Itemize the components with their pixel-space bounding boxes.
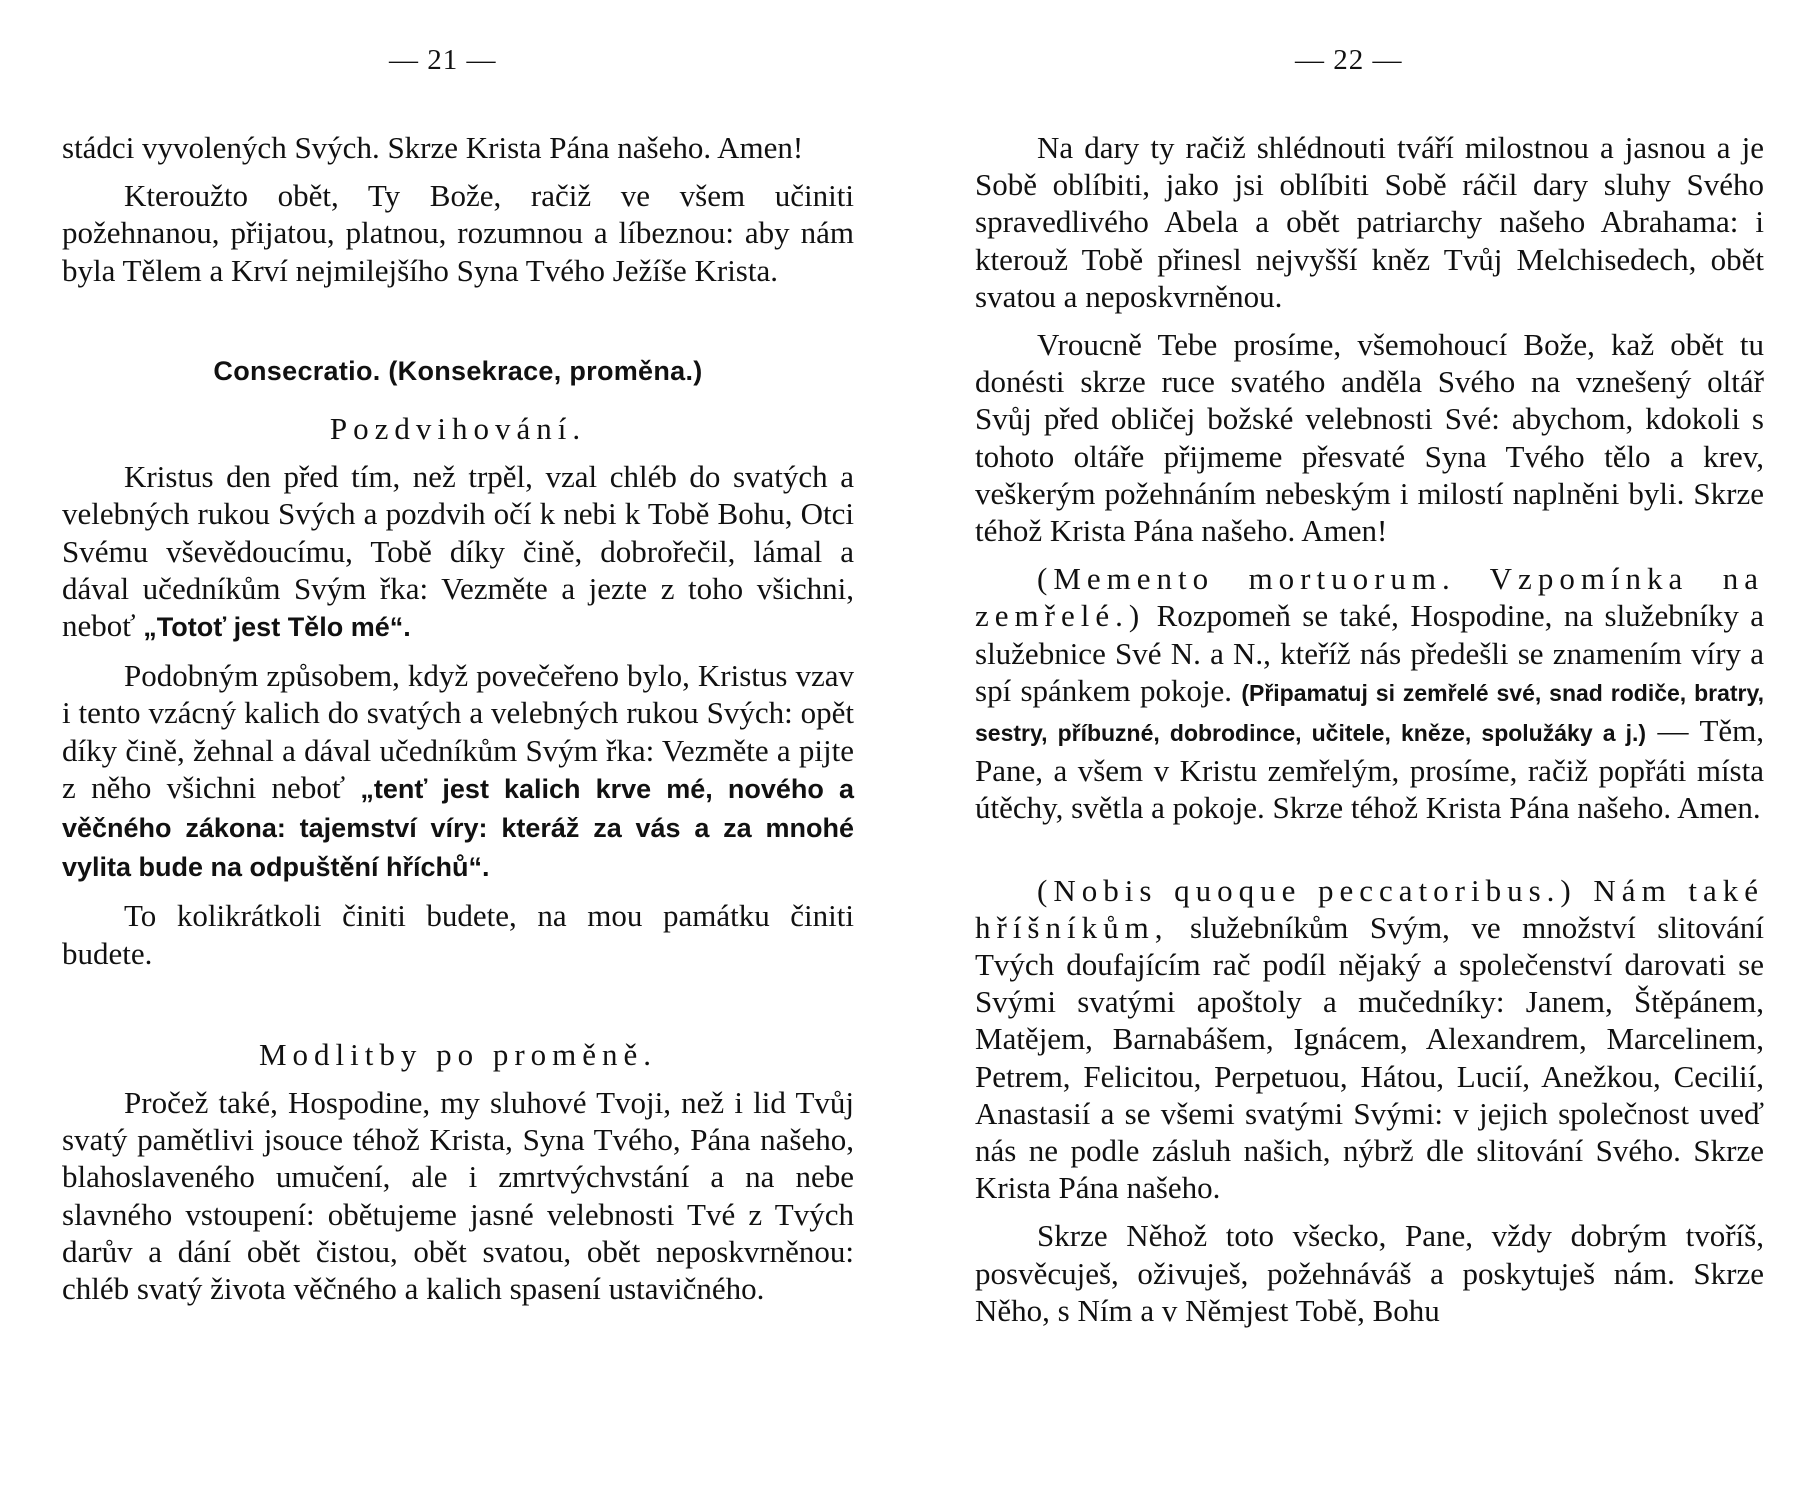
small-note: (Připamatuj si zemřelé své, snad rodiče, bratry, sestry, příbuzné, dobrodince, učitele, kněze, spolužáky a j.) xyxy=(975,679,1764,747)
paragraph xyxy=(62,657,854,886)
page-body xyxy=(975,129,1764,1329)
page-body xyxy=(62,129,854,1307)
subsection-heading: Pozdvihování. xyxy=(329,411,587,447)
paragraph: Vroucně Tebe prosíme, všemohoucí Bože, kaž obět tu donésti skrze ruce svatého anděla Svého na vznešený oltář Svůj před obličej božské velebnosti Své: abychom, kdokoli s tohoto oltáře přijmeme přesvaté Syna Tvého tělo a krev, veškerým požehnáním nebeským i milostí naplněni byli. Skrze téhož Krista Pána našeho. Amen! xyxy=(975,327,1764,549)
section-heading: Modlitby po proměně. xyxy=(258,1036,658,1072)
paragraph-text: Kristus den před tím, než trpěl, vzal chléb do svatých a velebných rukou Svých a pozdvih očí k nebi k Tobě Bohu, Otci Svému vševědoucímu, Tobě díky čině, dobrořečil, lámal a dával učedníkům Svým řka: Vezměte a jezte z toho všichni, neboť xyxy=(62,459,854,644)
paragraph xyxy=(62,458,854,646)
paragraph: stádci vyvolených Svých. Skrze Krista Pána našeho. Amen! xyxy=(62,130,804,165)
paragraph: Pročež také, Hospodine, my sluhové Tvoji, než i lid Tvůj svatý pamětlivi jsouce téhož Krista, Syna Tvého, Pána našeho, blahoslaveného umučení, ale i zmrtvýchvstání a na nebe slavného vstoupení: obětujeme jasné velebnosti Tvé z Tvých darův a dání obět čistou, obět svatou, obět neposkvrněnou: chléb svatý života věčného a kalich spasení ustavičného. xyxy=(62,1085,854,1307)
bold-quote: „Totoť jest Tělo mé“. xyxy=(143,612,411,643)
paragraph: Skrze Něhož toto všecko, Pane, vždy dobrým tvoříš, posvěcuješ, oživuješ, požehnáváš a poskytuješ nám. Skrze Něho, s Ním a v Němjest Tobě, Bohu xyxy=(975,1218,1764,1328)
page-right xyxy=(975,0,1764,1500)
spaced-heading: (Memento mortuorum. Vzpomínka na zemřelé.) xyxy=(975,561,1764,634)
paragraph: Kteroužto obět, Ty Bože, račiž ve všem učiniti požehnanou, přijatou, platnou, rozumnou a líbeznou: aby nám byla Tělem a Krví nejmilejšího Syna Tvého Ježíše Krista. xyxy=(62,178,854,288)
paragraph-text: Podobným způsobem, když povečeřeno bylo, Kristus vzav i tento vzácný kalich do svatých a velebných rukou Svých: opět díky čině, žehnal a dával učedníkům Svým řka: Vezměte a pijte z něho všichni neboť xyxy=(62,658,854,805)
page-number: — 22 — xyxy=(1295,44,1403,76)
paragraph: Na dary ty račiž shlédnouti tváří milostnou a jasnou a je Sobě oblíbiti, jako jsi oblíbiti Sobě ráčil dary sluhy Svého spravedlivého Abela a obět patriarchy našeho Abrahama: i kterouž Tobě přinesl nejvyšší kněz Tvůj Melchisedech, obět svatou a neposkvrněnou. xyxy=(975,130,1764,314)
bold-quote: „tenť jest kalich krve mé, nového a věčného zákona: tajemství víry: kteráž za vás a za mnohé vylita bude na odpuštění hříchů“. xyxy=(62,773,854,883)
spaced-heading: (Nobis quoque peccatoribus.) Nám také hříšníkům, xyxy=(975,872,1764,945)
paragraph-text: — Těm, Pane, a všem v Kristu zemřelým, prosíme, račiž popřáti místa útěchy, světla a pokoje. Skrze téhož Krista Pána našeho. Amen. xyxy=(975,713,1764,826)
paragraph-text: Rozpomeň se také, Hospodine, na služebníky a služebnice Své N. a N., kteříž nás předešli se znamením víry a spí spánkem pokoje. xyxy=(975,598,1764,708)
section-heading: Consecratio. (Konsekrace, proměna.) xyxy=(213,355,703,386)
paragraph-text: služebníkům Svým, ve množství slitování Tvých doufajícím rač podíl nějaký a společenství darovati se Svými svatými apoštoly a mučedníky: Janem, Štěpánem, Matějem, Barnabášem, Ignácem, Alexandrem, Marcelinem, Petrem, Felicitou, Perpetuou, Hátou, Lucií, Anežkou, Cecilií, Anastasií a se všemi svatými Svými: v jejich společnost uveď nás ne podle zásluh našich, nýbrž dle slitování Svého. Skrze Krista Pána našeho. xyxy=(975,909,1764,1206)
page-left xyxy=(62,0,854,1500)
paragraph: To kolikrátkoli činiti budete, na mou památku činiti budete. xyxy=(62,898,854,971)
paragraph xyxy=(975,872,1764,1207)
page-number: — 21 — xyxy=(389,44,497,76)
paragraph xyxy=(975,560,1764,826)
